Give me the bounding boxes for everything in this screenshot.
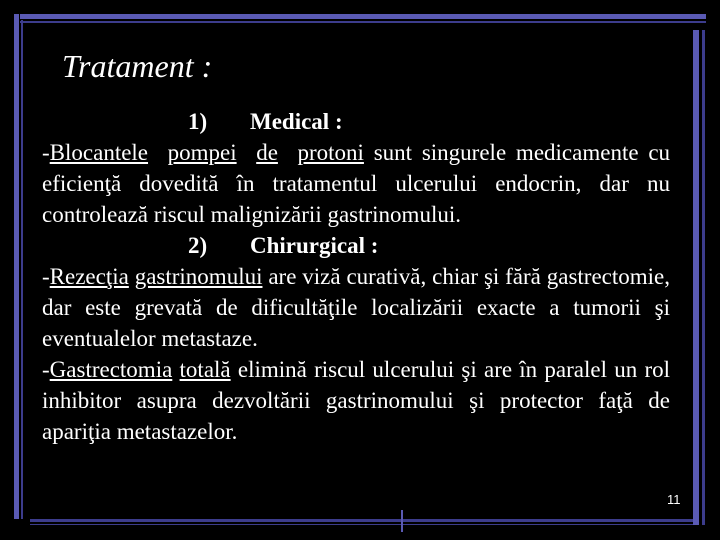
paragraph-resection bbox=[42, 261, 670, 354]
frame-bottom-line bbox=[30, 519, 693, 522]
paragraph-text: sunt singurele medicamente cu eficienţă dovedită în tratamentul ulcerului endocrin, dar nu controlează riscul malignizării gastrinomului. bbox=[42, 140, 671, 227]
section-label: Medical : bbox=[250, 109, 343, 134]
frame-top-bar bbox=[20, 14, 706, 19]
underlined-term: protoni bbox=[297, 140, 364, 165]
paragraph-medical bbox=[42, 137, 670, 230]
frame-right-line bbox=[702, 30, 705, 525]
section-number: 1) bbox=[188, 109, 208, 134]
section-number: 2) bbox=[188, 233, 208, 258]
underlined-term: Rezecţia bbox=[49, 264, 129, 289]
frame-top-line bbox=[20, 21, 706, 23]
section-heading-medical bbox=[42, 106, 670, 137]
paragraph-dash: - bbox=[42, 140, 50, 165]
paragraph-gastrectomy bbox=[42, 354, 670, 447]
paragraph-text: elimină riscul ulcerului şi are în paralel un rol inhibitor asupra dezvoltării gastrinomului şi protector faţă de apariţia metastazelor. bbox=[42, 357, 671, 444]
paragraph-dash: - bbox=[42, 357, 50, 382]
underlined-term: Gastrectomia bbox=[49, 357, 173, 382]
frame-left-bar bbox=[14, 14, 19, 519]
frame-right-bar bbox=[693, 30, 699, 525]
paragraph-text: are viză curativă, chiar şi fără gastrectomie, dar este grevată de dificultăţile localizării exacte a tumorii şi eventualelor metastaze. bbox=[42, 264, 670, 351]
slide-title: Tratament : bbox=[62, 48, 213, 84]
underlined-term: de bbox=[256, 140, 278, 165]
frame-bottom-mark bbox=[401, 510, 403, 532]
section-heading-surgical bbox=[42, 230, 670, 261]
page-number: 11 bbox=[667, 492, 681, 507]
underlined-term: totală bbox=[179, 357, 231, 382]
frame-bottom-line-2 bbox=[30, 524, 693, 525]
underlined-term: Blocantele bbox=[49, 140, 149, 165]
frame-left-line bbox=[21, 20, 23, 519]
underlined-term: pompei bbox=[167, 140, 237, 165]
section-label: Chirurgical : bbox=[250, 233, 379, 258]
slide-content bbox=[42, 106, 670, 447]
paragraph-dash: - bbox=[42, 264, 50, 289]
underlined-term: gastrinomului bbox=[134, 264, 263, 289]
